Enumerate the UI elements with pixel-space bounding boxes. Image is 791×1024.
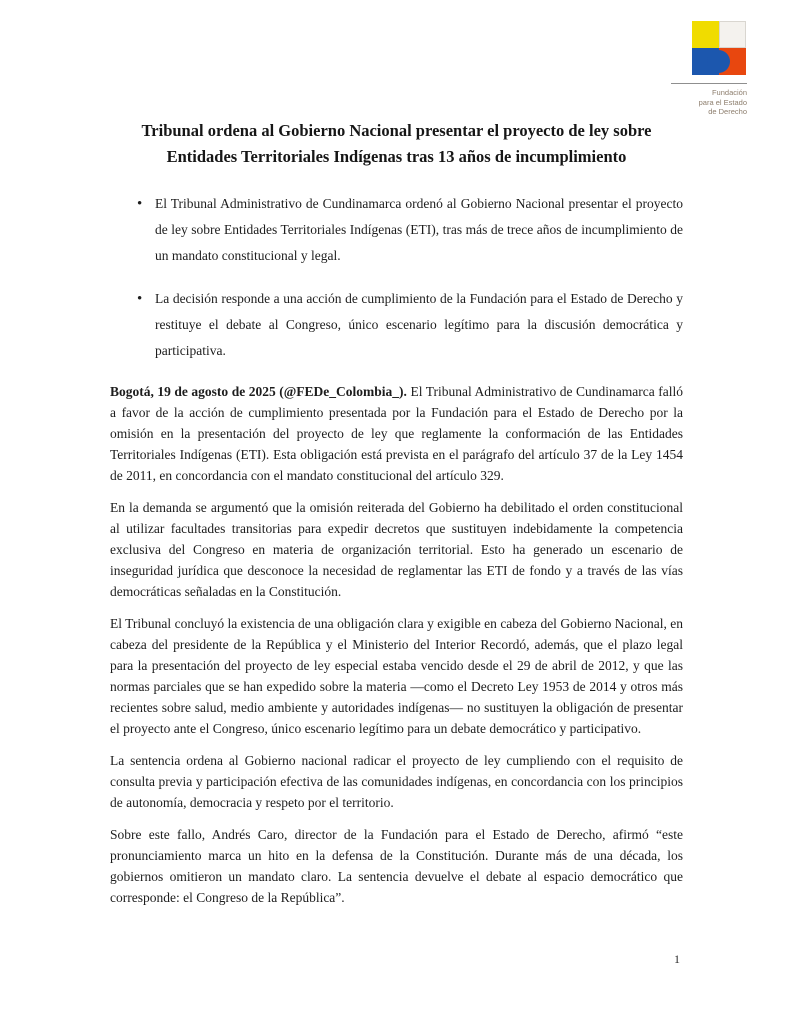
paragraph: El Tribunal concluyó la existencia de una obligación clara y exigible en cabeza del Gobierno Nacional, en cabeza del presidente de la República y el Ministerio del Interior Recordó, además, que el plazo legal para la presentación del proyecto de ley especial estaba vencido desde el 29 de abril de 2012, y que las normas parciales que se han expedido sobre la materia —como el Decreto Ley 1953 de 2014 y otros más recientes sobre salud, medio ambiente y autoridades indígenas— no sustituyen la obligación de presentar el proyecto ante el Congreso, único escenario legítimo para un debate democrático y participativo. — [110, 616, 683, 736]
logo-divider — [671, 83, 747, 84]
document-body — [110, 112, 683, 919]
paragraph: Sobre este fallo, Andrés Caro, director de la Fundación para el Estado de Derecho, afirmó “este pronunciamiento marca un hito en la defensa de la Constitución. Durante más de una década, los gobiernos omitieron un mandato claro. La sentencia devuelve el debate al espacio democrático que corresponde: el Congreso de la República”. — [110, 827, 683, 905]
paragraph-dateline — [110, 381, 683, 486]
document-title: Tribunal ordena al Gobierno Nacional presentar el proyecto de ley sobre Entidades Territoriales Indígenas tras 13 años de incumplimiento — [141, 121, 652, 166]
paragraph: En la demanda se argumentó que la omisión reiterada del Gobierno ha debilitado el orden constitucional al utilizar facultades transitorias para expedir decretos que sustituyen indebidamente la competencia exclusiva del Congreso en materia de organización territorial. Esto ha generado un escenario de inseguridad jurídica que desconoce la necesidad de reglamentar las ETI de fondo y a través de las vías democráticas señaladas en la Constitución. — [110, 500, 683, 599]
logo-org-name-line: de Derecho — [708, 107, 747, 116]
fede-logo-mark — [692, 21, 746, 75]
dateline-bold: Bogotá, 19 de agosto de 2025 (@FEDe_Colombia_). — [110, 384, 407, 399]
fede-logo — [665, 21, 747, 117]
bullet-item: • La decisión responde a una acción de cumplimiento de la Fundación para el Estado de Derecho y restituye el debate al Congreso, único escenario legítimo para la discusión democrática y participativa. — [110, 286, 683, 364]
logo-org-name-line: Fundación — [711, 88, 747, 97]
logo-org-name-line: para el Estado — [698, 97, 747, 107]
summary-bullet-list — [110, 191, 683, 364]
logo-blue-circle — [707, 50, 730, 73]
paragraph-text: El Tribunal Administrativo de Cundinamarca falló a favor de la acción de cumplimiento presentada por la Fundación para el Estado de Derecho por la omisión en la presentación del proyecto de ley que reglamente la conformación de las Entidades Territoriales Indígenas (ETI). Esta obligación está prevista en el parágrafo del artículo 37 de la Ley 1454 de 2011, en concordancia con el mandato constitucional del artículo 329. — [110, 384, 684, 483]
paragraph: La sentencia ordena al Gobierno nacional radicar el proyecto de ley cumpliendo con el requisito de consulta previa y participación efectiva de las comunidades indígenas, en concordancia con los principios de autonomía, democracia y respeto por el territorio. — [110, 753, 683, 810]
page-number: 1 — [674, 952, 680, 966]
logo-org-name — [699, 88, 747, 117]
logo-white-square — [719, 21, 746, 48]
bullet-item: • El Tribunal Administrativo de Cundinamarca ordenó al Gobierno Nacional presentar el proyecto de ley sobre Entidades Territoriales Indígenas (ETI), tras más de trece años de incumplimiento de un mandato constitucional y legal. — [110, 191, 683, 269]
logo-yellow-square — [692, 21, 719, 48]
